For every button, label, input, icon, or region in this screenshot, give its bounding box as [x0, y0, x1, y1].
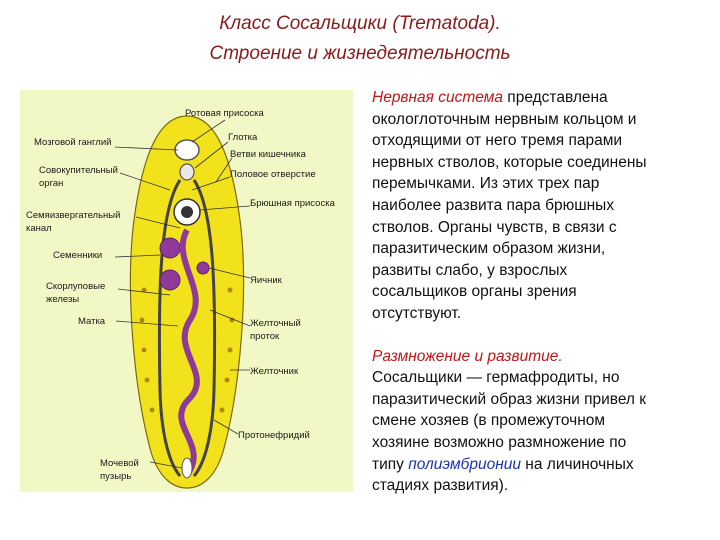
text-column	[372, 87, 704, 518]
label-bladder-2: пузырь	[100, 471, 132, 482]
p1-line-7: стволов. Органы чувств, в связи с	[372, 218, 617, 236]
label-testes: Семенники	[53, 250, 103, 261]
p1-line-10: сосальщиков органы зрения	[372, 283, 577, 301]
highlight-nervous-system: Нервная система	[372, 89, 503, 106]
p1-line-11: отсутствуют.	[372, 304, 462, 322]
fluke-anatomy-figure	[20, 90, 353, 492]
p2-line-4: хозяине возможно размножение по	[372, 433, 627, 451]
paragraph-reproduction	[372, 346, 704, 497]
label-shell-glands-1: Скорлуповые	[46, 281, 106, 292]
ovary	[197, 262, 209, 274]
term-polyembryony: полиэмбрионии	[408, 455, 521, 473]
label-seminal-duct-1: Семяизвергательный	[26, 210, 121, 221]
label-copulatory-organ-1: Совокупительный	[39, 165, 118, 176]
highlight-reproduction-period: .	[558, 347, 563, 365]
p1-line-5: перемычками. Из этих трех пар	[372, 175, 600, 193]
label-seminal-duct-2: канал	[26, 223, 52, 234]
fluke-diagram	[20, 90, 353, 492]
testis-lower	[160, 270, 180, 290]
p1-line-1: представлена	[503, 89, 608, 106]
label-gut-branches: Ветви кишечника	[230, 149, 306, 160]
label-copulatory-organ-2: орган	[39, 178, 64, 189]
pharynx	[180, 164, 194, 180]
label-ovary: Яичник	[250, 275, 282, 286]
label-protonephridium: Протонефридий	[238, 430, 310, 441]
p2-line-5-after: на личиночных	[521, 455, 634, 473]
bladder	[182, 458, 192, 478]
p2-line-6: стадиях развития).	[372, 477, 509, 495]
p1-line-2: окологлоточным нервным кольцом и	[372, 110, 637, 128]
label-vitelline-duct-2: проток	[250, 331, 280, 342]
label-genital-pore: Половое отверстие	[230, 169, 316, 180]
p1-line-9: развиты слабо, у взрослых	[372, 261, 568, 279]
page-title-line1: Класс Сосальщики (Trematoda).	[219, 13, 501, 34]
label-oral-sucker: Ротовая присоска	[185, 108, 264, 119]
p2-line-5-before: типу	[372, 455, 409, 473]
label-bladder-1: Мочевой	[100, 458, 139, 469]
p2-line-3: смене хозяев (в промежуточном	[372, 412, 606, 430]
label-vitellaria: Желточник	[250, 366, 299, 377]
page-title-line2: Строение и жизнедеятельность	[209, 43, 511, 64]
highlight-reproduction: Размножение и развитие	[372, 347, 559, 365]
label-brain-ganglion: Мозговой ганглий	[34, 137, 112, 148]
paragraph-nervous-system	[372, 87, 704, 325]
p1-line-8: паразитическим образом жизни,	[372, 240, 606, 258]
label-vitelline-duct-1: Желточный	[250, 318, 301, 329]
p1-line-6: наиболее развита пара брюшных	[372, 196, 615, 214]
label-uterus: Матка	[78, 316, 106, 327]
p2-line-1: Сосальщики — гермафродиты, но	[372, 369, 620, 387]
p1-line-3: отходящими от него тремя парами	[372, 132, 623, 150]
label-pharynx: Глотка	[228, 132, 258, 143]
p2-line-2: паразитический образ жизни привел к	[372, 390, 647, 408]
oral-sucker	[175, 140, 199, 160]
p1-line-4: нервных стволов, которые соединены	[372, 153, 647, 171]
testis-upper	[160, 238, 180, 258]
label-ventral-sucker: Брюшная присоска	[250, 198, 335, 209]
label-shell-glands-2: железы	[46, 294, 80, 305]
